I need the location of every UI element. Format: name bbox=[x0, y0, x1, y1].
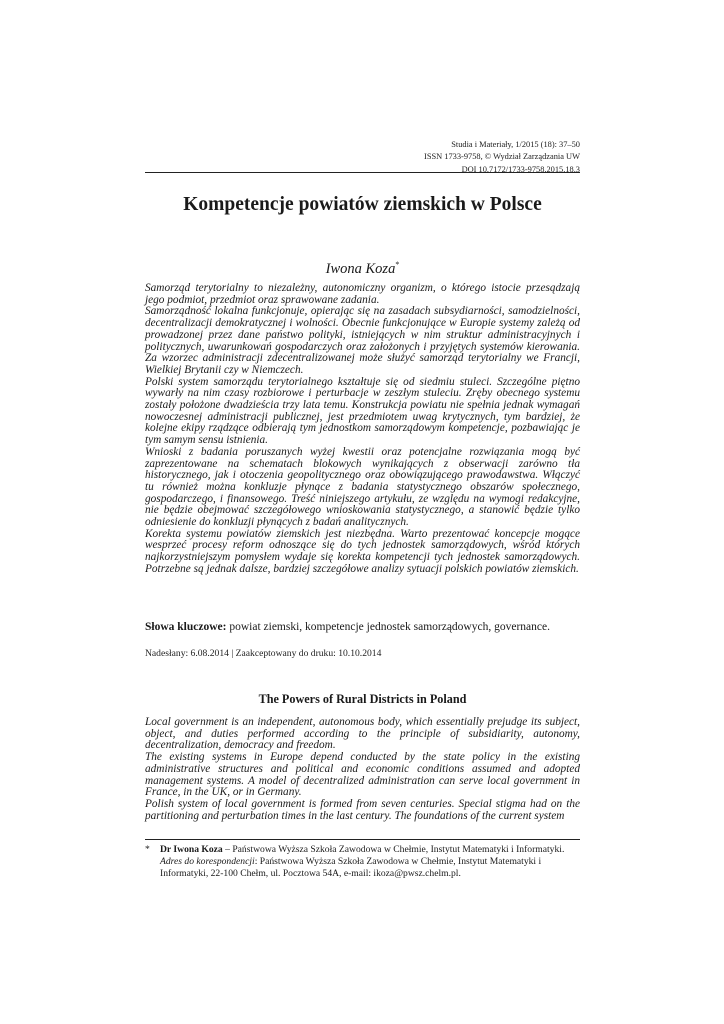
footnote-affiliation: – Państwowa Wyższa Szkoła Zawodowa w Chełmie, Instytut Matematyki i Informatyki. bbox=[222, 844, 565, 855]
journal-citation: Studia i Materiały, 1/2015 (18): 37–50 bbox=[451, 140, 580, 149]
abstract-paragraph: Korekta systemu powiatów ziemskich jest niezbędna. Warto prezentować koncepcje mogące wesprzeć procesy reform odnoszące się do tych jednostek samorządowych, wśród których najkorzystniejszym pomysłem wydaje się korekta kompetencji tych jednostek samorządowych. Potrzebne są jednak dalsze, bardziej szczegółowe analizy sytuacji polskich powiatów ziemskich. bbox=[145, 527, 580, 575]
keywords bbox=[145, 621, 580, 634]
author-footnote-mark: * bbox=[395, 260, 400, 269]
keywords-text: powiat ziemski, kompetencje jednostek samorządowych, governance. bbox=[229, 621, 550, 633]
footnote-address-label: Adres do korespondencji bbox=[160, 855, 255, 867]
footnote-body bbox=[160, 844, 580, 879]
abstract-paragraph: Local government is an independent, autonomous body, which essentially prejudge its subject, object, and duties performed according to the principle of subsidiarity, autonomy, decentralization, democracy and freedom. bbox=[145, 716, 580, 752]
journal-header bbox=[260, 139, 580, 176]
abstract-paragraph: Samorządność lokalna funkcjonuje, opierając się na zasadach subsydiarności, samodzielności, decentralizacji demokratycznej i wolności. Obecnie funkcjonujące w Europie systemy zależą od prowadzonej przez dane państwo polityki, istniejących w nim struktur administracyjnych i politycznych, uwarunkowań gospodarczych oraz założonych i przyjętych systemów kierowania. Za wzorzec administracji zdecentralizowanej może służyć samorząd terytorialny we Francji, Wielkiej Brytanii czy w Niemczech. bbox=[145, 305, 580, 376]
footnote-address: : Państwowa Wyższa Szkoła Zawodowa w Chełmie, Instytut Matematyki i Informatyki, 22-100 Chełm, ul. Pocztowa 54A, e-mail: ikoza@pwsz.chelm.pl. bbox=[160, 855, 542, 879]
english-title: The Powers of Rural Districts in Poland bbox=[258, 692, 467, 706]
footnote bbox=[145, 844, 580, 879]
journal-issn: ISSN 1733-9758, © Wydział Zarządzania UW bbox=[424, 152, 580, 162]
abstract-paragraph: The existing systems in Europe depend conducted by the state policy in the existing administrative structures and political and economic conditions assumed and adopted management systems. A model of decentralized administration can serve local government in France, in the UK, or in Germany. bbox=[145, 751, 580, 799]
footnote-divider bbox=[145, 839, 580, 840]
abstract-polish bbox=[145, 283, 580, 576]
abstract-paragraph: Wnioski z badania poruszanych wyżej kwestii oraz potencjalne rozwiązania mogą być zaprezentowane na schematach blokowych wynikających z obserwacji zarówno tła historycznego, jak i otoczenia geopolitycznego oraz obowiązującego prawodawstwa. Włączyć tu również można konkluzje płynące z badania statystycznego obszarów społecznego, gospodarczego, i finansowego. Treść niniejszego artykułu, ze względu na wymogi redakcyjne, nie będzie obejmować szczegółowego wnioskowania statystycznego, a stanowić będzie tylko odniesienie do konkluzji płynących z badań analitycznych. bbox=[145, 445, 580, 529]
author-name: Iwona Koza bbox=[325, 260, 396, 277]
abstract-english bbox=[145, 717, 580, 822]
abstract-paragraph: Polish system of local government is formed from seven centuries. Special stigma had on the partitioning and perturbation times in the last century. The foundations of the current system bbox=[145, 797, 580, 822]
header-divider bbox=[145, 172, 580, 173]
keywords-label: Słowa kluczowe: bbox=[145, 621, 227, 633]
footnote-author: Dr Iwona Koza bbox=[160, 844, 223, 855]
submission-dates: Nadesłany: 6.08.2014 | Zaakceptowany do druku: 10.10.2014 bbox=[145, 648, 382, 659]
journal-doi: DOI 10.7172/1733-9758.2015.18.3 bbox=[461, 164, 580, 174]
footnote-mark: * bbox=[145, 844, 150, 855]
abstract-paragraph: Samorząd terytorialny to niezależny, autonomiczny organizm, o którego istocie przesądzają jego podmiot, przedmiot oraz sprawowane zadania. bbox=[145, 282, 580, 306]
article-title: Kompetencje powiatów ziemskich w Polsce bbox=[183, 194, 542, 215]
abstract-paragraph: Polski system samorządu terytorialnego kształtuje się od siedmiu stuleci. Szczególne piętno wywarły na nim czasy rozbiorowe i perturbacje w zeszłym stuleciu. Zręby obecnego systemu zostały położone dwadzieścia trzy lata temu. Konstrukcja powiatu nie spełnia jednak wymagań nowoczesnej administracji publicznej, jest przedmiotem uwag krytycznych, tym bardziej, że kolejne ekipy rządzące odbierają tym jednostkom samorządowym kompetencje, pozbawiając je tym samym sensu istnienia. bbox=[145, 375, 580, 447]
author-line bbox=[145, 260, 580, 278]
